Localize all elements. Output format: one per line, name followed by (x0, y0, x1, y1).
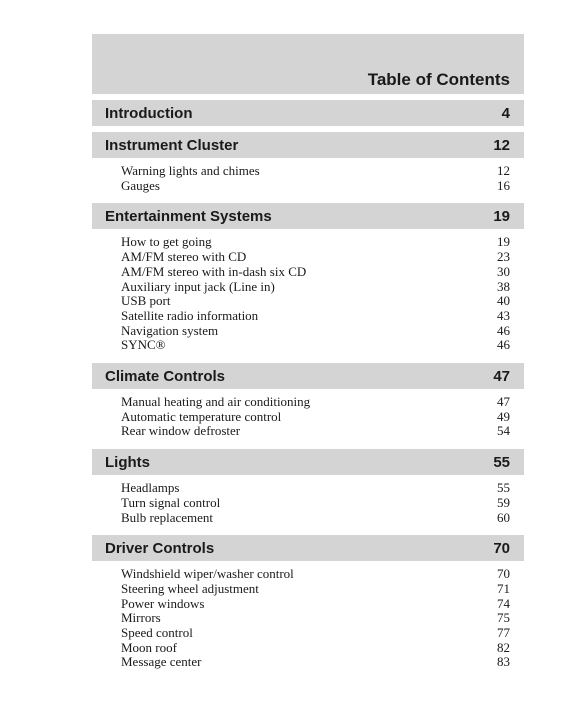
entry-page-number: 83 (497, 654, 510, 670)
page-title: Table of Contents (367, 70, 510, 89)
toc-entry[interactable] (121, 655, 510, 670)
entry-page-number: 43 (497, 307, 510, 323)
toc-entry[interactable] (121, 309, 510, 324)
entry-page-number: 74 (497, 595, 510, 611)
entry-page-number: 40 (497, 293, 510, 309)
section-title: Climate Controls (105, 367, 226, 385)
toc-entry[interactable] (121, 567, 510, 582)
toc-entry[interactable] (121, 250, 510, 265)
entry-title: Moon roof (121, 639, 177, 655)
toc-entry[interactable] (121, 511, 510, 526)
toc-entry[interactable] (121, 265, 510, 280)
section-heading[interactable] (92, 132, 524, 158)
entry-page-number: 47 (497, 394, 510, 410)
toc-entry[interactable] (121, 338, 510, 353)
toc-entry[interactable] (121, 641, 510, 656)
entry-page-number: 55 (497, 480, 510, 496)
entry-title: Mirrors (121, 610, 161, 626)
section-page-number: 19 (493, 207, 510, 225)
entry-title: Auxiliary input jack (Line in) (121, 278, 275, 294)
toc-entry[interactable] (121, 582, 510, 597)
entry-title: How to get going (121, 234, 212, 250)
entry-title: Rear window defroster (121, 423, 241, 439)
section-title: Driver Controls (105, 539, 215, 557)
entry-title: Power windows (121, 595, 205, 611)
toc-entry[interactable] (121, 496, 510, 511)
entry-page-number: 82 (497, 639, 510, 655)
section-title: Entertainment Systems (105, 207, 272, 225)
toc-entry[interactable] (121, 324, 510, 339)
entry-title: AM/FM stereo with CD (121, 249, 247, 265)
entry-list (92, 158, 524, 197)
entry-page-number: 49 (497, 408, 510, 424)
entry-title: AM/FM stereo with in-dash six CD (121, 263, 307, 279)
entry-title: USB port (121, 293, 171, 309)
entry-list (92, 561, 524, 674)
entry-title: Speed control (121, 625, 193, 641)
entry-title: Bulb replacement (121, 509, 214, 525)
entry-page-number: 23 (497, 249, 510, 265)
toc-entry[interactable] (121, 280, 510, 295)
entry-page-number: 71 (497, 580, 510, 596)
section-heading[interactable] (92, 449, 524, 475)
section-title: Introduction (105, 104, 193, 122)
entry-title: Windshield wiper/washer control (121, 566, 294, 582)
section-page-number: 70 (493, 539, 510, 557)
toc-entry[interactable] (121, 626, 510, 641)
entry-title: Navigation system (121, 322, 219, 338)
entry-title: Message center (121, 654, 202, 670)
entry-title: SYNC® (121, 337, 166, 353)
section-heading[interactable] (92, 100, 524, 126)
entry-page-number: 38 (497, 278, 510, 294)
entry-title: Steering wheel adjustment (121, 580, 259, 596)
section-heading[interactable] (92, 203, 524, 229)
entry-title: Warning lights and chimes (121, 163, 260, 178)
toc-entry[interactable] (121, 481, 510, 496)
entry-title: Automatic temperature control (121, 408, 282, 424)
toc-list (92, 94, 524, 674)
toc-entry[interactable] (121, 179, 510, 194)
section-title: Lights (105, 453, 150, 471)
section-page-number: 4 (501, 104, 510, 122)
entry-page-number: 19 (497, 234, 510, 250)
toc-entry[interactable] (121, 294, 510, 309)
entry-page-number: 54 (497, 423, 510, 439)
toc-entry[interactable] (121, 395, 510, 410)
entry-title: Gauges (121, 177, 160, 193)
toc-entry[interactable] (121, 235, 510, 250)
section-page-number: 12 (493, 136, 510, 154)
title-band (92, 34, 524, 94)
toc-entry[interactable] (121, 597, 510, 612)
entry-page-number: 12 (497, 163, 510, 178)
entry-title: Headlamps (121, 480, 180, 496)
toc-entry[interactable] (121, 164, 510, 179)
section-heading[interactable] (92, 535, 524, 561)
entry-list (92, 475, 524, 529)
entry-page-number: 46 (497, 322, 510, 338)
entry-page-number: 77 (497, 625, 510, 641)
entry-page-number: 30 (497, 263, 510, 279)
section-page-number: 55 (493, 453, 510, 471)
entry-page-number: 60 (497, 509, 510, 525)
entry-page-number: 75 (497, 610, 510, 626)
section-title: Instrument Cluster (105, 136, 239, 154)
entry-list (92, 389, 524, 443)
entry-list (92, 229, 524, 357)
entry-title: Manual heating and air conditioning (121, 394, 311, 410)
section-page-number: 47 (493, 367, 510, 385)
section-heading[interactable] (92, 363, 524, 389)
entry-title: Satellite radio information (121, 307, 259, 323)
entry-page-number: 46 (497, 337, 510, 353)
toc-entry[interactable] (121, 410, 510, 425)
entry-page-number: 70 (497, 566, 510, 582)
entry-title: Turn signal control (121, 494, 221, 510)
entry-page-number: 59 (497, 494, 510, 510)
toc-page (92, 34, 524, 674)
toc-entry[interactable] (121, 611, 510, 626)
toc-entry[interactable] (121, 424, 510, 439)
entry-page-number: 16 (497, 177, 510, 193)
